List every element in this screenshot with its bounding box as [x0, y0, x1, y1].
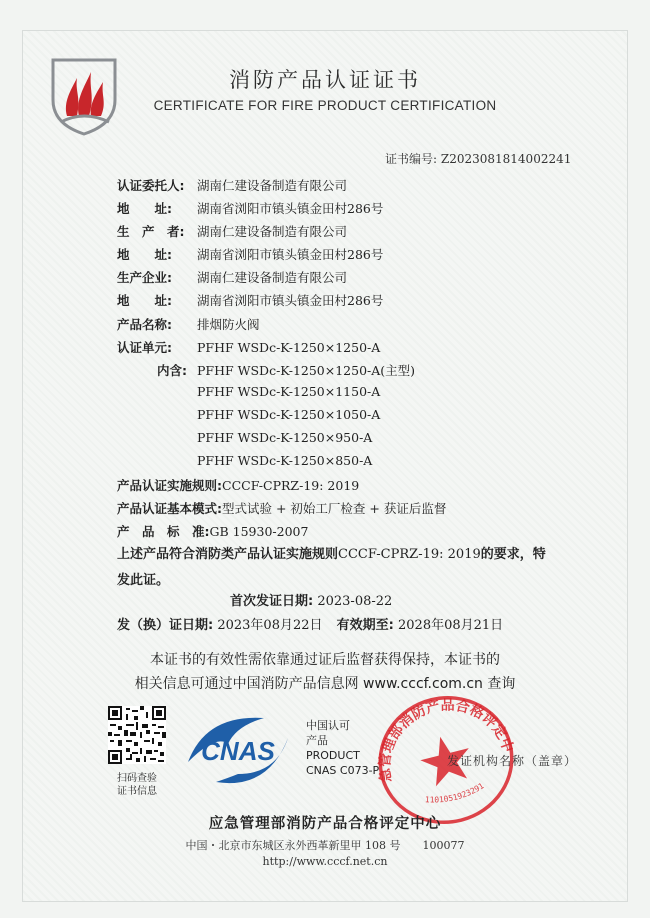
issue-date-label: 发（换）证日期: [117, 618, 214, 633]
statement-prefix: 上述产品符合消防类产品认证实施规则 [117, 547, 339, 562]
field-value: 湖南省浏阳市镇头镇金田村286号 [197, 201, 384, 216]
field-value: 排烟防火阀 [197, 317, 260, 332]
certificate-number-value: Z2023081814002241 [440, 152, 572, 166]
agency-website-link[interactable]: http://www.cccf.net.cn [262, 855, 388, 868]
certificate-number-label: 证书编号: [385, 152, 438, 166]
unit-main-model: PFHF WSDc-K-1250×1250-A [197, 340, 381, 355]
validity-note [0, 648, 650, 696]
field-label: 认证单元: [117, 340, 172, 355]
field-row-manufacturer-address [117, 291, 383, 309]
cnas-line: PRODUCT [306, 749, 360, 762]
field-label: 地 址: [117, 201, 172, 216]
field-label: 地 址: [117, 247, 172, 262]
field-row-mode [117, 499, 446, 517]
seal-arc-text: 应急管理部消防产品合格评定中心 [377, 697, 516, 784]
issuing-agency: 应急管理部消防产品合格评定中心 [208, 816, 442, 832]
issue-and-expiry-dates [117, 614, 503, 633]
field-value: 湖南仁建设备制造有限公司 [197, 224, 348, 239]
field-row-producer-address [117, 245, 383, 263]
issue-date-value: 2023年08月22日 [217, 618, 323, 633]
seal-number-text: 1101051923291 [424, 781, 486, 805]
cnas-line: CNAS C073-P [306, 764, 380, 777]
field-value: CCCF-CPRZ-19: 2019 [222, 478, 360, 493]
validity-line: 相关信息可通过中国消防产品信息网 www.cccf.com.cn 查询 [134, 676, 516, 692]
statement-code: CCCF-CPRZ-19: 2019 [338, 547, 481, 562]
validity-line: 本证书的有效性需依靠通过证后监督获得保持，本证书的 [150, 652, 500, 668]
unit-model-item: PFHF WSDc-K-1250×1150-A [197, 384, 381, 399]
certificate-subtitle: CERTIFICATE FOR FIRE PRODUCT CERTIFICATION [153, 98, 497, 113]
agency-address: 中国・北京市东城区永外西革新里甲 108 号 100077 [185, 839, 465, 852]
qr-caption [104, 772, 170, 798]
qr-code-icon[interactable] [108, 706, 166, 764]
cnas-emblem-icon [176, 704, 300, 794]
cnas-logo-text: CNAS [201, 736, 275, 766]
unit-contains-label: 内含: [157, 363, 187, 378]
field-label: 地 址: [117, 293, 172, 308]
field-row-producer [117, 222, 347, 240]
field-label: 产品认证基本模式: [117, 501, 222, 516]
first-issue-label: 首次发证日期: [230, 594, 314, 609]
expiry-date-label: 有效期至: [336, 618, 394, 633]
field-row-manufacturer [117, 268, 347, 286]
field-row-certification-unit [117, 338, 380, 356]
field-label: 生 产 者: [117, 224, 185, 239]
field-label: 产品认证实施规则: [117, 478, 222, 493]
qr-caption-line: 证书信息 [117, 786, 157, 797]
conformity-statement [117, 542, 557, 594]
statement-suffix: 的要求，特发此证。 [117, 547, 546, 588]
unit-model-item: PFHF WSDc-K-1250×850-A [197, 453, 373, 468]
field-value: 湖南省浏阳市镇头镇金田村286号 [197, 293, 384, 308]
certificate-title: 消防产品认证证书 [229, 68, 421, 92]
seal-caption: 发证机构名称（盖章） [447, 754, 578, 768]
first-issue-date [230, 590, 392, 609]
unit-model-item: PFHF WSDc-K-1250×950-A [197, 430, 373, 445]
first-issue-value: 2023-08-22 [317, 594, 393, 609]
field-value: 型式试验 + 初始工厂检查 + 获证后监督 [222, 501, 447, 516]
svg-text:1101051923291 [423, 780, 487, 809]
field-row-applicant-address [117, 199, 383, 217]
field-label: 认证委托人: [117, 178, 185, 193]
field-value: GB 15930-2007 [209, 524, 309, 539]
unit-model-item: PFHF WSDc-K-1250×1250-A(主型) [197, 363, 416, 378]
qr-caption-line: 扫码查验 [117, 773, 157, 784]
field-label: 产 品 标 准: [117, 524, 210, 539]
field-value: 湖南仁建设备制造有限公司 [197, 178, 348, 193]
field-row-standard [117, 522, 308, 540]
field-label: 生产企业: [117, 270, 172, 285]
field-label: 产品名称: [117, 317, 172, 332]
cnas-line: 中国认可 [306, 719, 350, 732]
expiry-date-value: 2028年08月21日 [398, 618, 504, 633]
field-value: 湖南仁建设备制造有限公司 [197, 270, 348, 285]
field-row-product-name [117, 315, 260, 333]
field-value: 湖南省浏阳市镇头镇金田村286号 [197, 247, 384, 262]
field-row-applicant [117, 176, 347, 194]
cnas-line: 产品 [306, 734, 328, 747]
unit-model-item: PFHF WSDc-K-1250×1050-A [197, 407, 381, 422]
certificate-number [385, 150, 571, 167]
field-row-rules [117, 476, 359, 494]
cnas-logo [176, 704, 300, 794]
